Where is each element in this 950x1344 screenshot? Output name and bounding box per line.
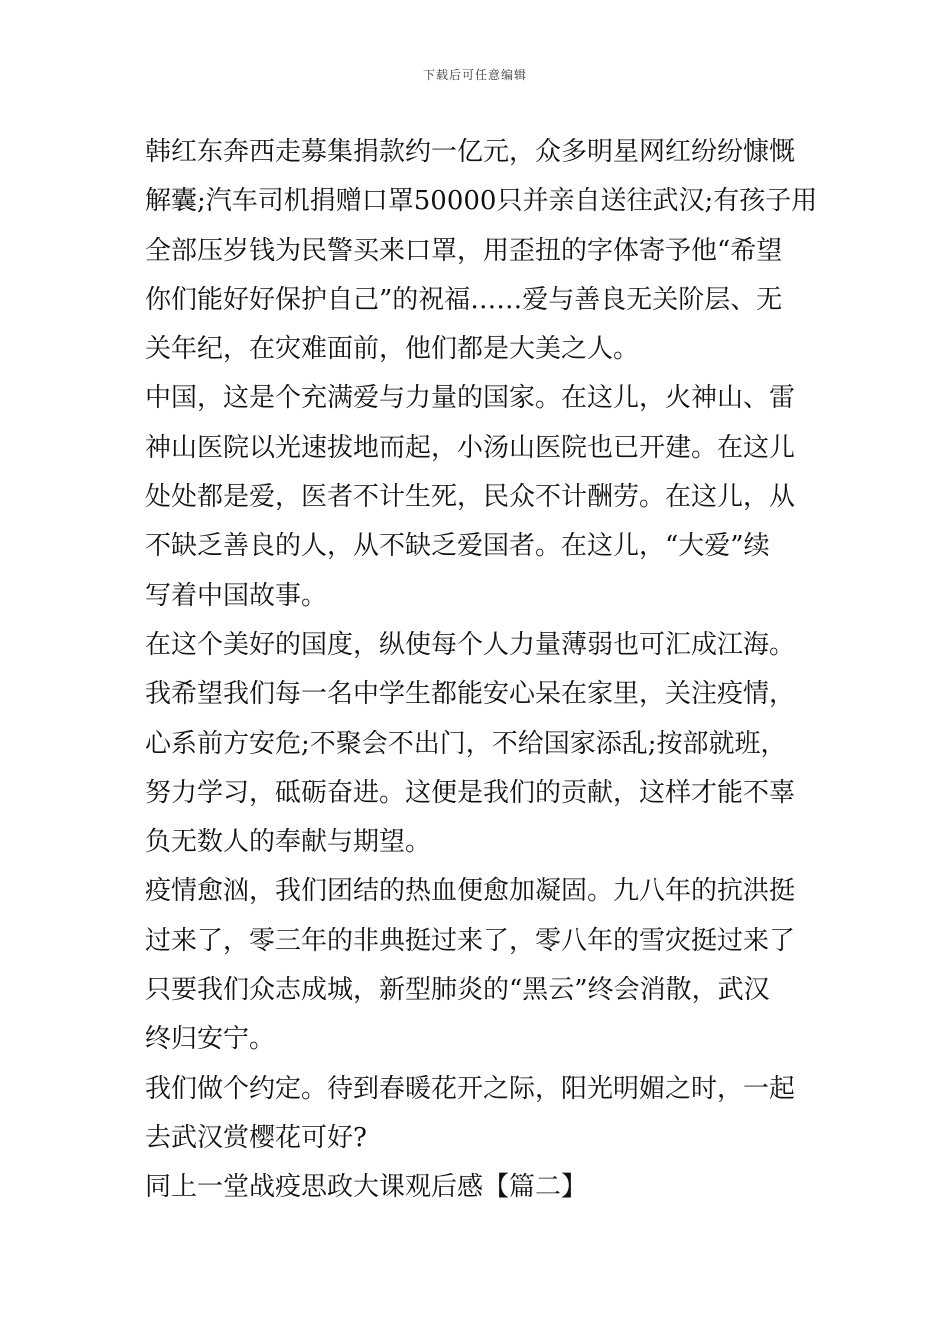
text-line: 处处都是爱，医者不计生死，民众不计酬劳。在这儿，从 <box>145 482 796 513</box>
text-line: 努力学习，砥砺奋进。这便是我们的贡献，这样才能不辜 <box>145 777 796 808</box>
text-line: 疫情愈汹，我们团结的热血便愈加凝固。九八年的抗洪挺 <box>145 876 796 907</box>
text-line: 去武汉赏樱花可好? <box>145 1122 367 1153</box>
text-line: 我希望我们每一名中学生都能安心呆在家里，关注疫情， <box>145 679 796 710</box>
section-heading: 同上一堂战疫思政大课观后感【篇二】 <box>145 1172 588 1203</box>
text-line: 中国，这是个充满爱与力量的国家。在这儿，火神山、雷 <box>145 383 796 414</box>
text-line: 只要我们众志成城，新型肺炎的“黑云”终会消散，武汉 <box>145 975 770 1006</box>
text-line: 过来了，零三年的非典挺过来了，零八年的雪灾挺过来了 <box>145 925 796 956</box>
text-line: 神山医院以光速拔地而起，小汤山医院也已开建。在这儿 <box>145 432 796 463</box>
text-line: 我们做个约定。待到春暖花开之际，阳光明媚之时，一起 <box>145 1073 796 1104</box>
text-line: 终归安宁。 <box>145 1024 276 1055</box>
text-line: 写着中国故事。 <box>145 580 328 611</box>
text-line: 不缺乏善良的人，从不缺乏爱国者。在这儿，“大爱”续 <box>145 531 770 562</box>
text-line: 负无数人的奉献与期望。 <box>145 827 432 858</box>
text-line: 关年纪，在灾难面前，他们都是大美之人。 <box>145 334 640 365</box>
text-line: 全部压岁钱为民警买来口罩，用歪扭的字体寄予他“希望 <box>145 235 783 266</box>
header-note: 下载后可任意编辑 <box>422 68 527 82</box>
text-line: 解囊;汽车司机捐赠口罩50000只并亲自送往武汉;有孩子用 <box>145 186 818 217</box>
text-line: 你们能好好保护自己”的祝福……爱与善良无关阶层、无 <box>145 284 783 315</box>
document-body <box>145 128 818 1213</box>
text-line: 韩红东奔西走募集捐款约一亿元，众多明星网红纷纷慷慨 <box>145 137 796 167</box>
text-line: 心系前方安危;不聚会不出门，不给国家添乱;按部就班， <box>145 728 787 759</box>
text-line: 在这个美好的国度，纵使每个人力量薄弱也可汇成江海。 <box>145 629 796 660</box>
